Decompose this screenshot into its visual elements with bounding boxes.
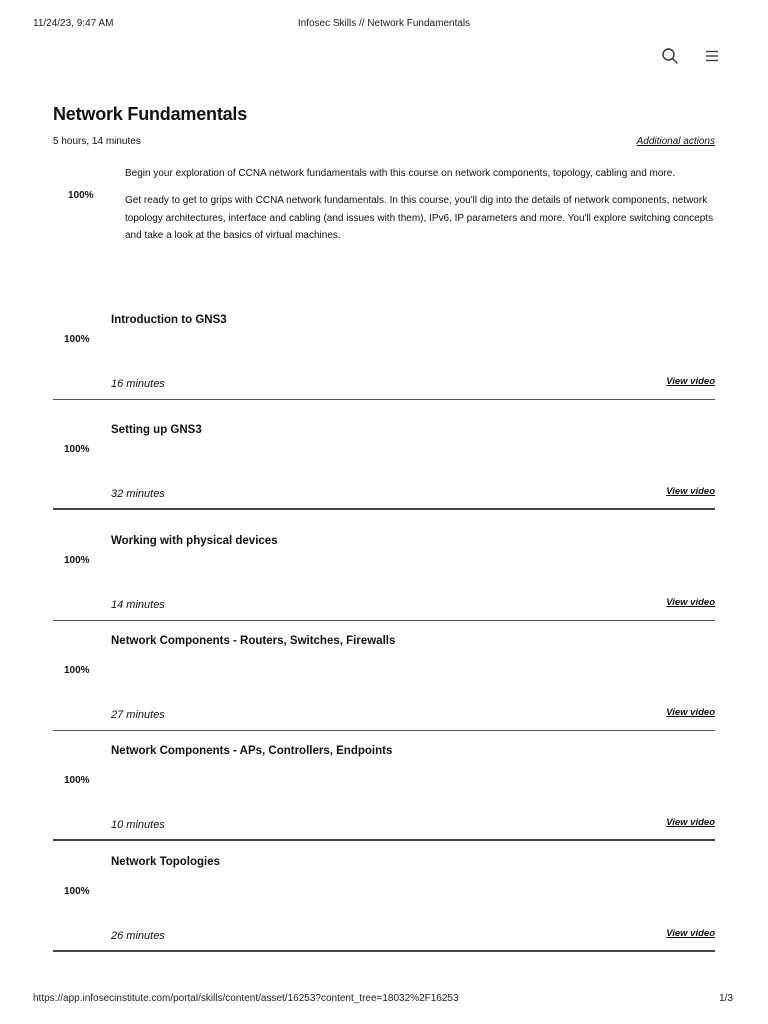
course-progress: 100% (68, 190, 94, 201)
lesson-row[interactable] (53, 842, 715, 952)
search-button[interactable] (660, 46, 680, 66)
lesson-title[interactable]: Introduction to GNS3 (111, 314, 227, 326)
page-title: Network Fundamentals (53, 104, 248, 124)
view-video-link[interactable]: View video (666, 597, 715, 608)
lesson-progress: 100% (64, 665, 90, 676)
lesson-row[interactable] (53, 290, 715, 400)
lesson-progress: 100% (64, 334, 90, 345)
hamburger-menu-icon (702, 46, 722, 66)
print-datetime: 11/24/23, 9:47 AM (33, 18, 114, 29)
print-url: https://app.infosecinstitute.com/portal/skills/content/asset/16253?content_tree=18032%2F16253 (33, 993, 459, 1004)
view-video-link[interactable]: View video (666, 817, 715, 828)
print-page-number: 1/3 (719, 993, 733, 1004)
lesson-progress: 100% (64, 886, 90, 897)
additional-actions-link[interactable]: Additional actions (636, 136, 715, 147)
lesson-duration: 10 minutes (111, 819, 165, 831)
lesson-duration: 32 minutes (111, 488, 165, 500)
course-summary-long: Get ready to get to grips with CCNA network fundamentals. In this course, you'll dig into the details of network components, network topology architectures, interface and cabling (and issues with them), IPv6, IP parameters and more. You'll explore switching concepts and take a look at the basics of virtual machines. (125, 195, 714, 241)
lesson-title[interactable]: Network Topologies (111, 856, 221, 868)
menu-button[interactable] (702, 46, 722, 66)
search-icon (660, 46, 680, 66)
lesson-title[interactable]: Network Components - APs, Controllers, Endpoints (111, 745, 393, 757)
lesson-duration: 27 minutes (111, 709, 165, 721)
lesson-duration: 14 minutes (111, 599, 165, 611)
lesson-row[interactable] (53, 511, 715, 621)
lesson-duration: 26 minutes (111, 930, 165, 942)
lesson-progress: 100% (64, 555, 90, 566)
course-duration: 5 hours, 14 minutes (53, 136, 141, 147)
view-video-link[interactable]: View video (666, 486, 715, 497)
lesson-row[interactable] (53, 621, 715, 731)
lesson-duration: 16 minutes (111, 378, 165, 390)
course-summary-short: Begin your exploration of CCNA network fundamentals with this course on network components, topology, cabling and more. (125, 168, 676, 179)
print-header (33, 18, 735, 32)
print-window-title: Infosec Skills // Network Fundamentals (297, 18, 471, 29)
lesson-title[interactable]: Working with physical devices (111, 535, 278, 547)
view-video-link[interactable]: View video (666, 928, 715, 939)
lesson-title[interactable]: Setting up GNS3 (111, 424, 202, 436)
print-footer (33, 993, 735, 1007)
lesson-progress: 100% (64, 775, 90, 786)
lesson-progress: 100% (64, 444, 90, 455)
lesson-title[interactable]: Network Components - Routers, Switches, Firewalls (111, 635, 396, 647)
view-video-link[interactable]: View video (666, 376, 715, 387)
view-video-link[interactable]: View video (666, 707, 715, 718)
lesson-row[interactable] (53, 731, 715, 841)
lesson-row[interactable] (53, 400, 715, 510)
